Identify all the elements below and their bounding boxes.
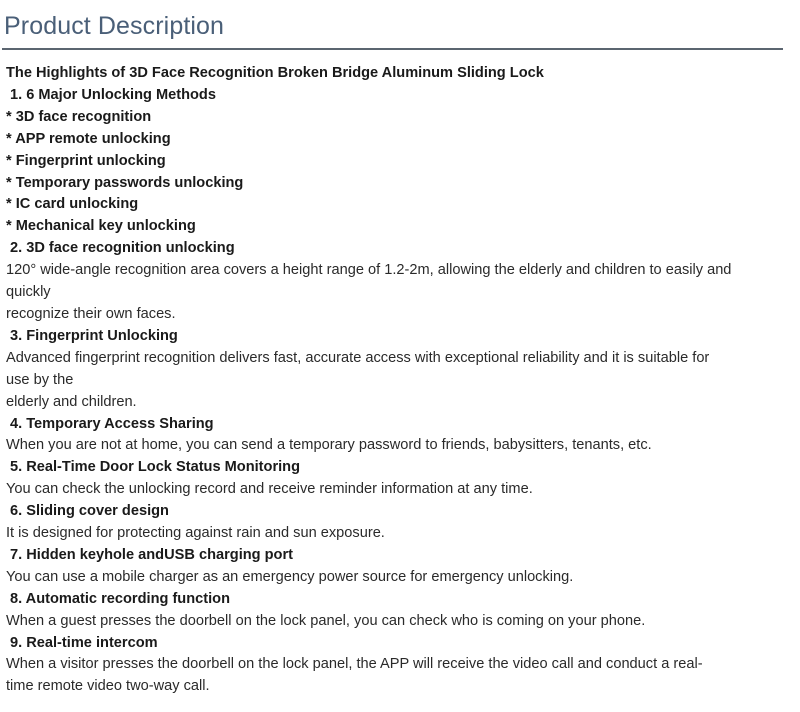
section-heading-auto-recording: 8. Automatic recording function [10, 590, 230, 607]
section-heading-status-monitoring: 5. Real-Time Door Lock Status Monitoring [10, 459, 301, 476]
list-item: * IC card unlocking [6, 196, 139, 213]
section-heading-face-recognition: 2. 3D face recognition unlocking [10, 240, 235, 257]
section-text: You can check the unlocking record and receive reminder information at any time. [6, 481, 533, 498]
section-heading-unlocking-methods: 1. 6 Major Unlocking Methods [10, 86, 216, 103]
section-text: When a guest presses the doorbell on the lock panel, you can check who is coming on your phone. [6, 612, 646, 629]
section-text: 120° wide-angle recognition area covers a height range of 1.2-2m, allowing the elderly and children to easily and [6, 262, 732, 279]
section-text: When you are not at home, you can send a temporary password to friends, babysitters, tenants, etc. [6, 437, 652, 454]
title-divider [2, 48, 783, 50]
page-title: Product Description [4, 12, 225, 40]
section-heading-sliding-cover: 6. Sliding cover design [10, 503, 169, 520]
product-description-content [6, 63, 796, 698]
section-text: You can use a mobile charger as an emergency power source for emergency unlocking. [6, 568, 574, 585]
section-text: time remote video two-way call. [6, 678, 210, 695]
list-item: * APP remote unlocking [6, 130, 171, 147]
section-text: recognize their own faces. [6, 305, 176, 322]
section-text: quickly [6, 284, 51, 301]
section-heading-intercom: 9. Real-time intercom [10, 634, 158, 651]
section-heading-keyhole-usb: 7. Hidden keyhole andUSB charging port [10, 546, 293, 563]
list-item: * Temporary passwords unlocking [6, 174, 244, 191]
section-text: use by the [6, 371, 74, 388]
section-text: elderly and children. [6, 393, 137, 410]
list-item: * Fingerprint unlocking [6, 152, 166, 169]
section-heading-fingerprint: 3. Fingerprint Unlocking [10, 327, 178, 344]
list-item: * Mechanical key unlocking [6, 218, 196, 235]
intro-heading: The Highlights of 3D Face Recognition Broken Bridge Aluminum Sliding Lock [6, 65, 544, 81]
section-text: Advanced fingerprint recognition delivers fast, accurate access with exceptional reliability and it is suitable for [6, 349, 710, 366]
section-text: It is designed for protecting against rain and sun exposure. [6, 525, 385, 542]
section-text: When a visitor presses the doorbell on the lock panel, the APP will receive the video call and conduct a real- [6, 656, 703, 673]
list-item: * 3D face recognition [6, 108, 152, 125]
section-heading-temporary-access: 4. Temporary Access Sharing [10, 415, 214, 432]
